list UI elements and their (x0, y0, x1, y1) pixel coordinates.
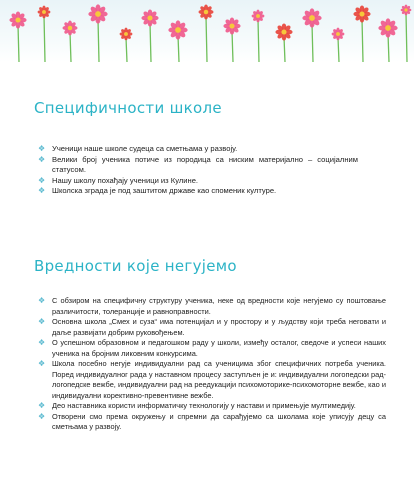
diamond-bullet-icon: ❖ (38, 175, 46, 185)
flower (88, 4, 107, 23)
flower (302, 8, 321, 27)
flower (141, 9, 158, 26)
list-item (38, 176, 358, 187)
flower-stem (406, 13, 407, 62)
diamond-bullet-icon: ❖ (38, 186, 46, 196)
flower (332, 28, 345, 41)
section-title-values: Вредности које негујемо (34, 257, 237, 275)
flower (168, 20, 187, 39)
list-item (38, 155, 358, 176)
flower (401, 5, 412, 16)
flower-stem (150, 23, 151, 62)
flower (378, 18, 397, 37)
list-item-text: Школска зграда је под заштитом државе као споменик културе. (52, 186, 277, 196)
flower-stem (362, 19, 363, 62)
list-item-text: Основна школа „Смех и суза“ има потенцијал и у простору и у људству који треба неговати и даље развијати добрим руковођењем. (52, 317, 386, 337)
flower-stem (232, 31, 233, 62)
list-item (38, 359, 386, 401)
flower-stem (312, 23, 313, 62)
diamond-bullet-icon: ❖ (38, 296, 46, 305)
list-item-text: С обзиром на специфичну структуру ученика, неке од вредности које негујемо су поштовање различитости, толеранције и равноправности. (52, 296, 386, 316)
flower-stem (258, 20, 259, 62)
flower-stem (70, 32, 71, 62)
flower-stem (206, 16, 207, 62)
flower-stem (44, 16, 45, 62)
diamond-bullet-icon: ❖ (38, 359, 46, 368)
list-item-text: Ученици наше школе судеца са сметњама у развоју. (52, 144, 238, 153)
flower-stem (18, 25, 19, 62)
list-item (38, 317, 386, 338)
list-item (38, 412, 386, 433)
flower (38, 6, 51, 19)
flower (199, 5, 214, 20)
flower (63, 21, 78, 36)
flower (252, 10, 265, 23)
list-item (38, 401, 386, 412)
flower-stem (284, 37, 285, 62)
flower (120, 28, 133, 41)
values-list (38, 296, 386, 433)
diamond-bullet-icon: ❖ (38, 411, 46, 421)
diamond-bullet-icon: ❖ (38, 144, 46, 153)
flower-border-icon (0, 0, 414, 62)
list-item-text: Нашу школу похађају ученици из Кулине. (52, 175, 199, 185)
list-item (38, 144, 358, 155)
diamond-bullet-icon: ❖ (38, 154, 46, 164)
list-item-text: Отворени смо према окружењу и спремни да сарађујемо са школама које уписују децу са сметњама у развоју. (52, 411, 386, 431)
section-title-specifics: Специфичности школе (34, 99, 222, 117)
specifics-list (38, 144, 358, 197)
flower-stem (338, 38, 339, 62)
flower (275, 23, 292, 40)
flower-stem (98, 19, 99, 62)
list-item (38, 296, 386, 317)
list-item (38, 338, 386, 359)
diamond-bullet-icon: ❖ (38, 317, 46, 326)
list-item-text: Велики број ученика потиче из породица са ниским материјално – социјалним статусом. (52, 154, 358, 175)
list-item (38, 186, 358, 197)
flower-stem (388, 33, 389, 62)
list-item-text: О успешном образовном и педагошком раду у школи, између осталог, сведоче и успеси наших ученика на бројним ликовним конкурсима. (52, 338, 386, 358)
flower (9, 11, 26, 28)
list-item-text: Део наставника користи информатичку технологију у настави и примењује мултимедију. (52, 401, 356, 410)
list-item-text: Школа посебно негује индивидуални рад са ученицима због специфичних потреба ученика. Поред индивидуалног рада у наставном процесу заступљен је и: индивидуални логопедски рад-логопедске вежбе, индивидуални рад на реедукацији психомоторике-психомоторне вежбе, као и индивидуални корективно-превентивне вежбе. (52, 359, 386, 400)
flower (353, 5, 370, 22)
flower (223, 17, 240, 34)
diamond-bullet-icon: ❖ (38, 401, 46, 410)
flower-stem (126, 38, 127, 62)
diamond-bullet-icon: ❖ (38, 338, 46, 347)
flower-header-banner (0, 0, 414, 62)
